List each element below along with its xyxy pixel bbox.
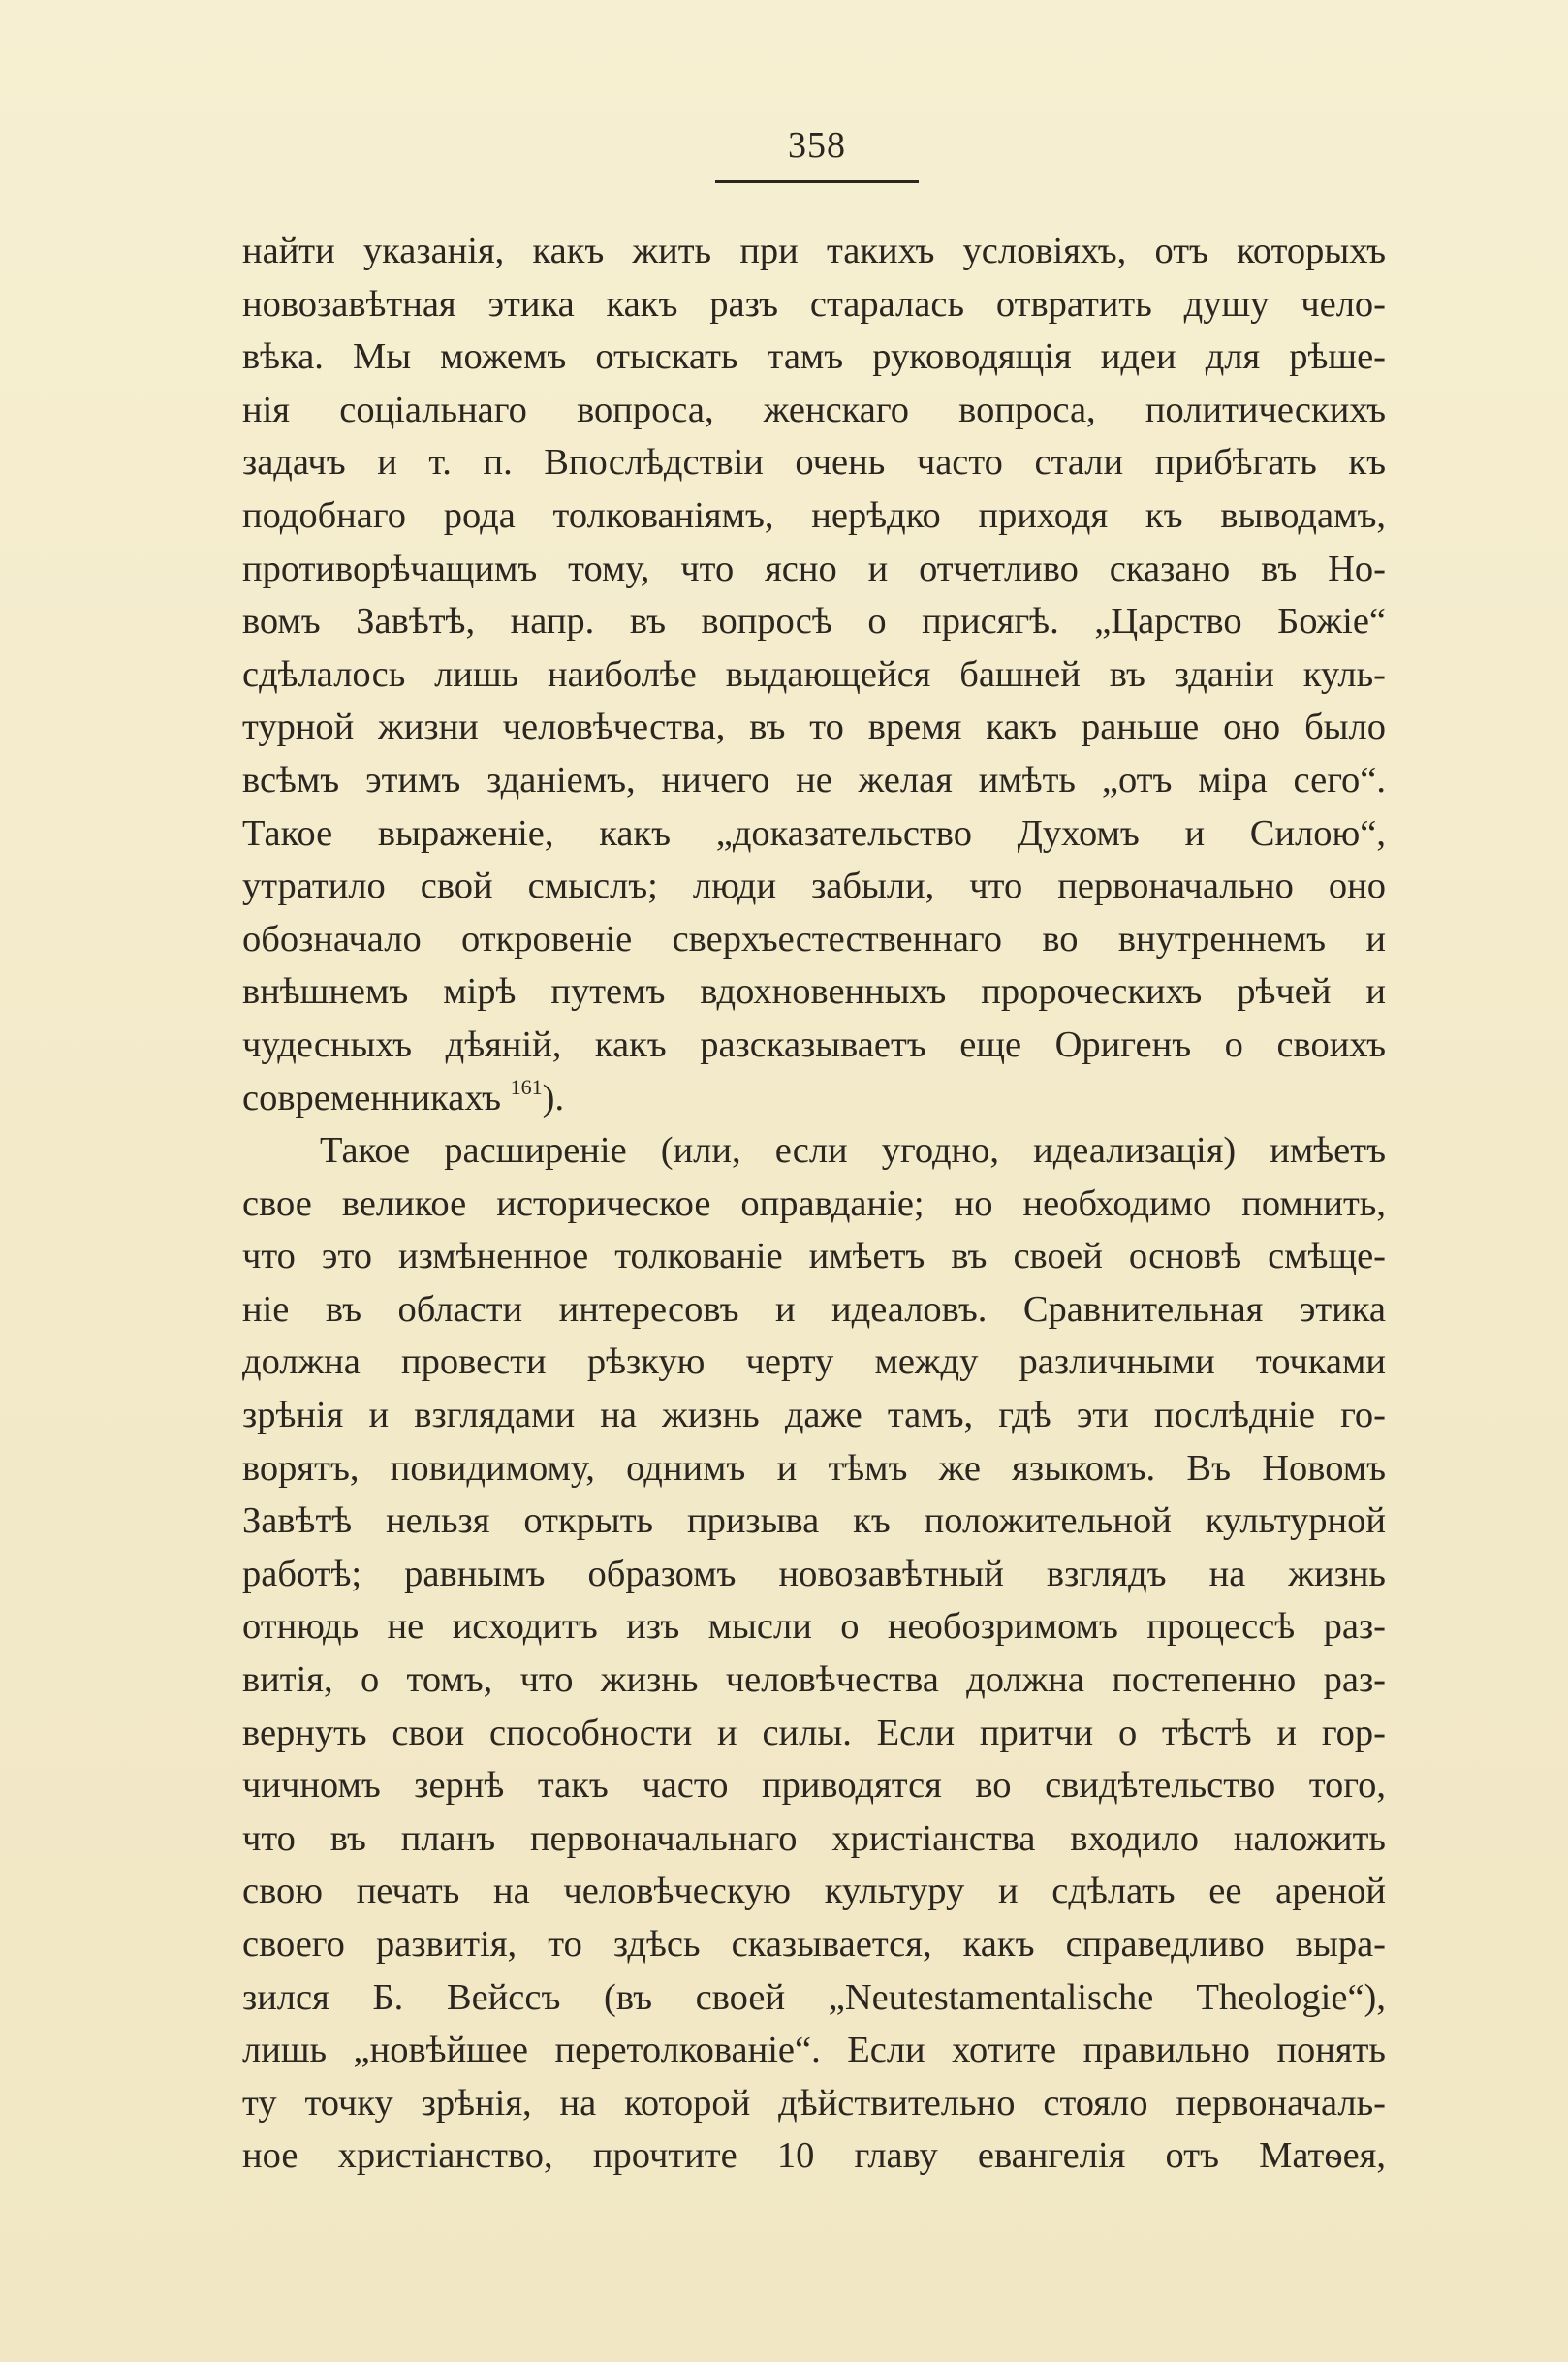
text-line: ное христіанство, прочтите 10 главу евангелія отъ Матѳея, xyxy=(242,2135,1386,2177)
text-line: Такое расширеніе (или, если угодно, идеализація) имѣетъ xyxy=(320,1130,1386,1172)
text-line: вомъ Завѣтѣ, напр. въ вопросѣ о присягѣ. „Царство Божіе“ xyxy=(242,601,1386,643)
text-line-last xyxy=(242,1072,1386,1125)
text-line: зился Б. Вейссъ (въ своей „Neutestamentalische Theologie“), xyxy=(242,1976,1386,2018)
text-line: зрѣнія и взглядами на жизнь даже тамъ, гдѣ эти послѣдніе го- xyxy=(242,1395,1386,1436)
text-line: Такое выраженіе, какъ „доказательство Духомъ и Силою“, xyxy=(242,812,1386,854)
text-line: чичномъ зернѣ такъ часто приводятся во свидѣтельство того, xyxy=(242,1765,1386,1807)
text-line: Завѣтѣ нельзя открыть призыва къ положительной культурной xyxy=(242,1500,1386,1542)
text-line: сдѣлалось лишь наиболѣе выдающейся башней въ зданіи куль- xyxy=(242,653,1386,695)
last-line-tail: ). xyxy=(542,1077,565,1118)
text-line: витія, о томъ, что жизнь человѣчества должна постепенно раз- xyxy=(242,1659,1386,1701)
text-line: ніе въ области интересовъ и идеаловъ. Сравнительная этика xyxy=(242,1288,1386,1330)
text-line: свою печать на человѣческую культуру и сдѣлать ее ареной xyxy=(242,1871,1386,1912)
body-text xyxy=(242,225,1386,2183)
text-line: внѣшнемъ мірѣ путемъ вдохновенныхъ пророческихъ рѣчей и xyxy=(242,971,1386,1013)
text-line: противорѣчащимъ тому, что ясно и отчетливо сказано въ Но- xyxy=(242,548,1386,589)
text-line: нія соціальнаго вопроса, женскаго вопроса, политическихъ xyxy=(242,389,1386,430)
footnote-reference[interactable]: 161 xyxy=(510,1074,543,1099)
text-line: отнюдь не исходитъ изъ мысли о необозримомъ процессѣ раз- xyxy=(242,1606,1386,1648)
text-line: чудесныхъ дѣяній, какъ разсказываетъ еще Оригенъ о своихъ xyxy=(242,1024,1386,1065)
text-line: лишь „новѣйшее перетолкованіе“. Если хотите правильно понять xyxy=(242,2030,1386,2071)
text-line: ворятъ, повидимому, однимъ и тѣмъ же языкомъ. Въ Новомъ xyxy=(242,1447,1386,1489)
page-number: 358 xyxy=(788,125,846,166)
text-line: работѣ; равнымъ образомъ новозавѣтный взглядъ на жизнь xyxy=(242,1553,1386,1594)
text-line: вернуть свои способности и силы. Если притчи о тѣстѣ и гор- xyxy=(242,1712,1386,1753)
paragraph-2 xyxy=(242,1124,1386,2183)
text-line: должна провести рѣзкую черту между различными точками xyxy=(242,1341,1386,1383)
text-line: новозавѣтная этика какъ разъ старалась отвратить душу чело- xyxy=(242,283,1386,325)
paragraph-1 xyxy=(242,225,1386,1124)
page-header xyxy=(715,124,919,167)
text-line: что это измѣненное толкованіе имѣетъ въ своей основѣ смѣще- xyxy=(242,1236,1386,1277)
text-line: вѣка. Мы можемъ отыскать тамъ руководящія идеи для рѣше- xyxy=(242,336,1386,378)
text-line: ту точку зрѣнія, на которой дѣйствительно стояло первоначаль- xyxy=(242,2082,1386,2124)
text-line: обозначало откровеніе сверхъестественнаго во внутреннемъ и xyxy=(242,918,1386,960)
text-line: задачъ и т. п. Впослѣдствіи очень часто стали прибѣгать къ xyxy=(242,442,1386,484)
last-line-text: современникахъ xyxy=(242,1077,511,1118)
text-line: своего развитія, то здѣсь сказывается, какъ справедливо выра- xyxy=(242,1924,1386,1965)
text-line: утратило свой смыслъ; люди забыли, что первоначально оно xyxy=(242,866,1386,907)
text-line: всѣмъ этимъ зданіемъ, ничего не желая имѣть „отъ міра сего“. xyxy=(242,759,1386,801)
text-line: что въ планъ первоначальнаго христіанства входило наложить xyxy=(242,1817,1386,1859)
text-line: свое великое историческое оправданіе; но необходимо помнить, xyxy=(242,1182,1386,1224)
text-line: турной жизни человѣчества, въ то время какъ раньше оно было xyxy=(242,707,1386,748)
text-line: подобнаго рода толкованіямъ, нерѣдко приходя къ выводамъ, xyxy=(242,494,1386,536)
header-rule xyxy=(715,180,919,183)
text-line: найти указанія, какъ жить при такихъ условіяхъ, отъ которыхъ xyxy=(242,231,1386,271)
